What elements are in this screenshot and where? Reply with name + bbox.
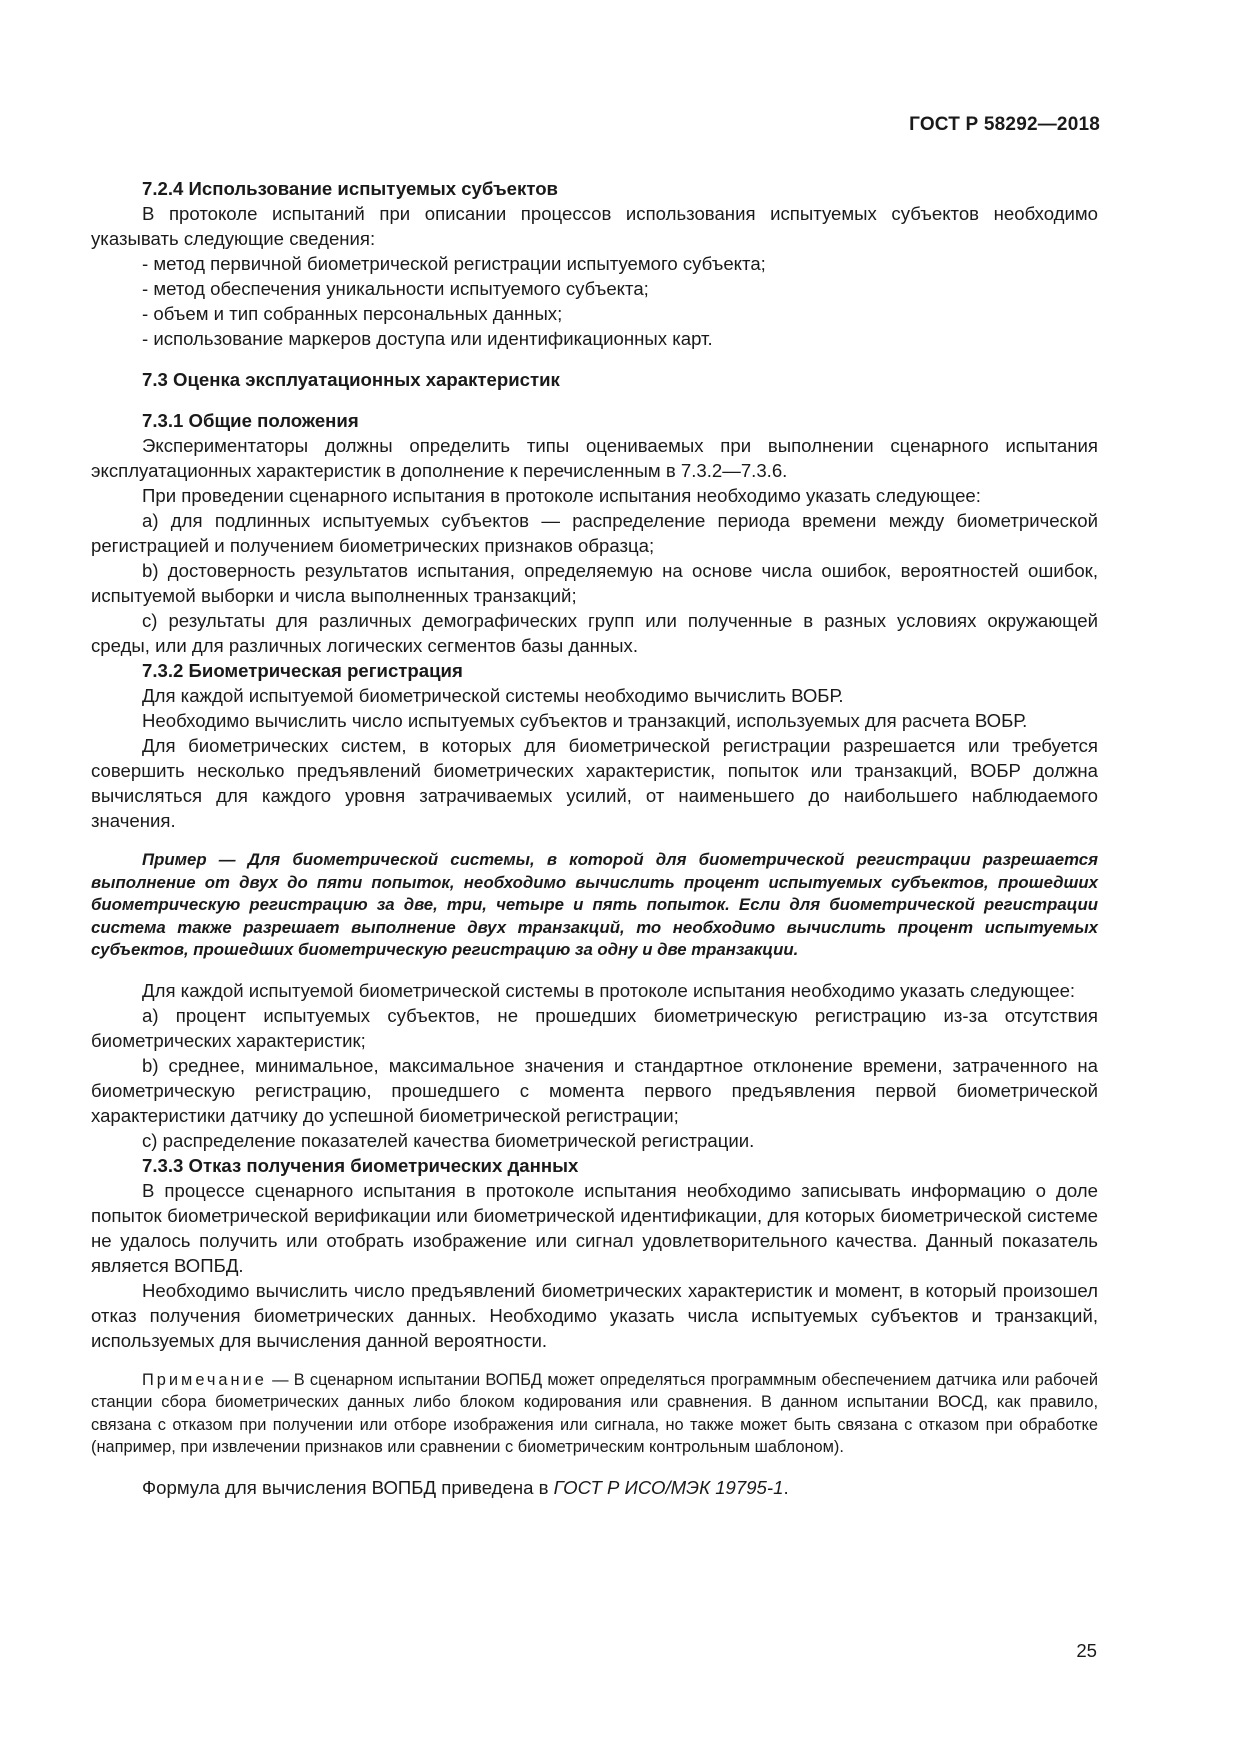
list-item: - объем и тип собранных персональных данных; — [142, 303, 563, 324]
list-item: - метод первичной биометрической регистрации испытуемого субъекта; — [142, 253, 766, 274]
formula-reference-paragraph — [91, 1475, 1098, 1500]
page-number: 25 — [1076, 1640, 1097, 1661]
paragraph: Для каждой испытуемой биометрической системы необходимо вычислить ВОБР. — [142, 685, 844, 706]
list-item: - метод обеспечения уникальности испытуемого субъекта; — [142, 278, 649, 299]
example-block: Пример — Для биометрической системы, в которой для биометрической регистрации разрешается выполнение от двух до пяти попыток, необходимо вычислить процент испытуемых субъектов, прошедших биометрическую регистрацию за две, три, четыре и пять попыток. Если для биометрической регистрации система также разрешает выполнение двух транзакций, то необходимо вычислить процент испытуемых субъектов, прошедших биометрическую регистрацию за одну и две транзакции. — [91, 850, 1098, 959]
note-label: Примечание — [142, 1370, 267, 1389]
formula-text: Формула для вычисления ВОПБД приведена в — [142, 1476, 554, 1498]
list-item: с) распределение показателей качества биометрической регистрации. — [142, 1129, 755, 1151]
standard-reference: ГОСТ Р ИСО/МЭК 19795-1 — [553, 1476, 784, 1498]
list-item: а) для подлинных испытуемых субъектов — распределение периода времени между биометрической регистрацией и получением биометрических признаков образца; — [91, 510, 1098, 556]
list-item: b) достоверность результатов испытания, определяемую на основе числа ошибок, вероятностей ошибок, испытуемой выборки и числа выполненных транзакций; — [91, 560, 1098, 606]
section-heading-7-3: 7.3 Оценка эксплуатационных характеристик — [142, 369, 560, 390]
section-heading-7-3-2: 7.3.2 Биометрическая регистрация — [142, 660, 463, 681]
paragraph: Для биометрических систем, в которых для биометрической регистрации разрешается или требуется совершить несколько предъявлений биометрических характеристик, попыток или транзакций, ВОБР должна вычисляться для каждого уровня затрачиваемых усилий, от наименьшего до наибольшего наблюдаемого значения. — [91, 735, 1098, 831]
list-item: b) среднее, минимальное, максимальное значения и стандартное отклонение времени, затраченного на биометрическую регистрацию, прошедшего с момента первого предъявления первой биометрической характеристики датчику до успешной биометрической регистрации; — [91, 1054, 1098, 1126]
paragraph: В протоколе испытаний при описании процессов использования испытуемых субъектов необходимо указывать следующие сведения: — [91, 203, 1098, 249]
paragraph: Для каждой испытуемой биометрической системы в протоколе испытания необходимо указать следующее: — [142, 979, 1076, 1001]
section-heading-7-3-1: 7.3.1 Общие положения — [142, 410, 359, 431]
list-item: а) процент испытуемых субъектов, не прошедших биометрическую регистрацию из-за отсутствия биометрических характеристик; — [91, 1004, 1098, 1051]
list-item: с) результаты для различных демографических групп или полученные в разных условиях окружающей среды, или для различных логических сегментов базы данных. — [91, 610, 1098, 656]
paragraph: В процессе сценарного испытания в протоколе испытания необходимо записывать информацию о доле попыток биометрической верификации или биометрической идентификации, для которых биометрической системе не удалось получить или отобрать изображение или сигнал удовлетворительного качества. Данный показатель является ВОПБД. — [91, 1179, 1098, 1276]
section-heading-7-2-4: 7.2.4 Использование испытуемых субъектов — [142, 178, 558, 199]
formula-end: . — [783, 1476, 789, 1498]
document-code: ГОСТ Р 58292—2018 — [909, 114, 1100, 135]
paragraph: Необходимо вычислить число предъявлений биометрических характеристик и момент, в который произошел отказ получения биометрических данных. Необходимо указать числа испытуемых субъектов и транзакций, используемых для вычисления данной вероятности. — [91, 1279, 1098, 1351]
list-item: - использование маркеров доступа или идентификационных карт. — [142, 328, 713, 349]
page-content — [91, 176, 1098, 1500]
paragraph: Необходимо вычислить число испытуемых субъектов и транзакций, используемых для расчета ВОБР. — [142, 710, 1028, 731]
note-text: — В сценарном испытании ВОПБД может определяться программным обеспечением датчика или рабочей станции сбора биометрических данных либо блоком кодирования или сравнения. В данном испытании ВОСД, как правило, связана с отказом при получении или отборе изображения или сигнала, но также может быть связана с отказом при обработке (например, при извлечении признаков или сравнении с биометрическим контрольным шаблоном). — [91, 1370, 1098, 1456]
note-block — [91, 1369, 1098, 1459]
paragraph: Экспериментаторы должны определить типы оцениваемых при выполнении сценарного испытания эксплуатационных характеристик в дополнение к перечисленным в 7.3.2—7.3.6. — [91, 435, 1098, 481]
section-heading-7-3-3: 7.3.3 Отказ получения биометрических данных — [142, 1154, 579, 1176]
paragraph: При проведении сценарного испытания в протоколе испытания необходимо указать следующее: — [142, 485, 981, 506]
